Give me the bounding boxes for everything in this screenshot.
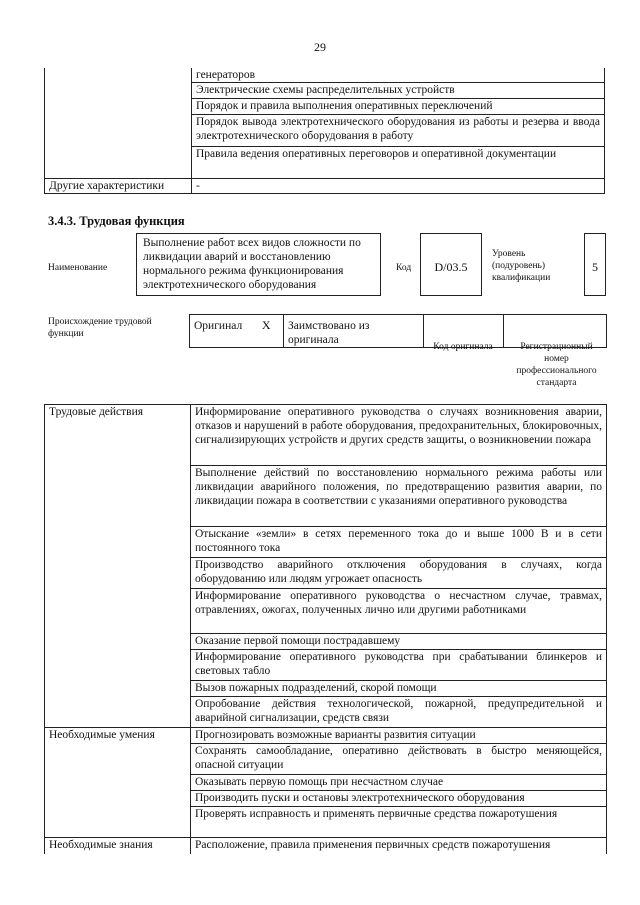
section-title: 3.4.3. Трудовая функция: [48, 214, 185, 228]
code-caption: Код оригинала: [433, 342, 493, 352]
original-mark: X: [250, 315, 284, 348]
skill-item: Сохранять самообладание, оперативно действовать в быстро меняющейся, опасной ситуации: [191, 744, 607, 775]
level-value: 5: [584, 233, 606, 296]
action-item: Вызов пожарных подразделений, скорой помощи: [191, 681, 607, 697]
action-item: Отыскание «земли» в сетях переменного тока до и выше 1000 В и в сети постоянного тока: [191, 527, 607, 558]
code-label: Код: [396, 263, 412, 273]
top-row: Электрические схемы распределительных устройств: [192, 83, 605, 99]
other-characteristics-value: -: [192, 179, 605, 194]
origin-label: Происхождение трудовой функции: [48, 317, 152, 339]
skill-item: Оказывать первую помощь при несчастном случае: [191, 775, 607, 791]
skill-item: Проверять исправность и применять первичные средства пожаротушения: [191, 807, 607, 838]
level-label: Уровень (подуровень) квалификации: [492, 249, 551, 283]
borrowed-label: Заимствовано из оригинала: [284, 315, 424, 348]
action-item: Опробование действия технологической, пожарной, предупредительной и аварийной сигнализации, средств связи: [191, 697, 607, 728]
code-value: D/03.5: [420, 233, 482, 296]
top-left-cell: [45, 68, 192, 179]
knowledge-item: Расположение, правила применения первичных средств пожаротушения: [191, 838, 607, 854]
action-item: Информирование оперативного руководства о случаях возникновения аварии, отказов и нарушений в работе оборудования, предохранительных, блокировочных, сигнализирующих устройств и других средств защиты, о возникновении пожара: [191, 405, 607, 466]
top-row: Порядок и правила выполнения оперативных переключений: [192, 99, 605, 115]
action-item: Информирование оперативного руководства о несчастном случае, травмах, отравлениях, ожогах, полученных лично или другими работниками: [191, 589, 607, 634]
page-number: 29: [314, 40, 326, 54]
group-label-knowledge: Необходимые знания: [45, 838, 191, 854]
skill-item: Прогнозировать возможные варианты развития ситуации: [191, 728, 607, 744]
top-row: Правила ведения оперативных переговоров и оперативной документации: [192, 147, 605, 179]
name-label: Наименование: [48, 263, 108, 273]
top-row: Порядок вывода электротехнического оборудования из работы и резерва и ввода электротехнического оборудования в работу: [192, 115, 605, 147]
top-table: [44, 68, 605, 194]
group-label-actions: Трудовые действия: [45, 405, 191, 728]
skill-item: Производить пуски и остановы электротехнического оборудования: [191, 791, 607, 807]
top-row: генераторов: [192, 68, 605, 83]
name-value: Выполнение работ всех видов сложности по ликвидации аварий и восстановлению нормального режима функционирования электротехнического оборудования: [136, 233, 381, 296]
action-item: Выполнение действий по восстановлению нормального режима работы или ликвидации аварийного положения, по предотвращению развития аварии, по ликвидации пожара в соответствии с указаниями оперативного руководства: [191, 466, 607, 527]
original-label: Оригинал: [190, 315, 250, 348]
action-item: Производство аварийного отключения оборудования в случаях, когда оборудованию или людям угрожает опасность: [191, 558, 607, 589]
action-item: Информирование оперативного руководства при срабатывании блинкеров и световых табло: [191, 650, 607, 681]
registration-caption: Регистрационный номер профессионального стандарта: [516, 342, 597, 388]
group-label-skills: Необходимые умения: [45, 728, 191, 838]
main-table: [44, 404, 607, 854]
other-characteristics-label: Другие характеристики: [45, 179, 192, 194]
action-item: Оказание первой помощи пострадавшему: [191, 634, 607, 650]
